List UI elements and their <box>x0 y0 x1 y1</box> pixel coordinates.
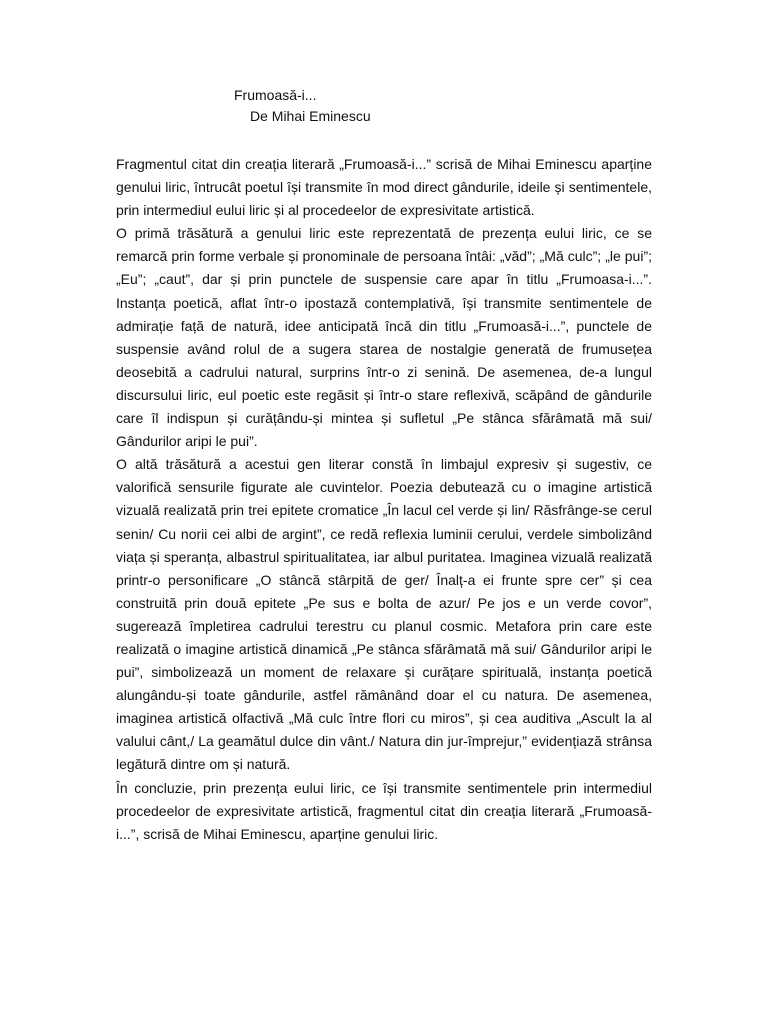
paragraph-conclusion: În concluzie, prin prezența eului liric, ce își transmite sentimentele prin intermediul procedeelor de expresivitate artistică, fragmentul citat din creația literară „Frumoasă-i...”, scrisă de Mihai Eminescu, aparține genului liric. <box>116 779 652 842</box>
document-author: De Mihai Eminescu <box>250 108 371 124</box>
paragraph-introduction: Fragmentul citat din creația literară „Frumoasă-i...” scrisă de Mihai Eminescu aparține genului liric, întrucât poetul își transmite în mod direct gândurile, ideile și sentimentele, prin intermediul eului liric și al procedeelor de expresivitate artistică. <box>116 156 652 219</box>
essay-body <box>116 153 652 846</box>
paragraph-first-trait: O primă trăsătură a genului liric este reprezentată de prezența eului liric, ce se remarcă prin forme verbale și pronominale de persoana întâi: „văd”; „Mă culc”; „le pui”; „Eu”; „caut”, dar și prin punctele de suspensie care apar în titlu „Frumoasa-i...”. Instanța poetică, aflat într-o ipostază contemplativă, își transmite sentimentele de admirație față de natură, idee anticipată încă din titlu „Frumoasă-i...”, punctele de suspensie având rolul de a sugera starea de nostalgie generată de frumusețea deosebită a cadrului natural, surprins într-o zi senină. De asemenea, de-a lungul discursului liric, eul poetic este regăsit și într-o stare reflexivă, scăpând de gândurile care îl indispun și curățându-și mintea și sufletul „Pe stânca sfărâmată mă sui/ Gândurilor aripi le pui”. <box>116 225 652 450</box>
document-title: Frumoasă-i... <box>234 87 317 103</box>
paragraph-second-trait: O altă trăsătură a acestui gen literar constă în limbajul expresiv și sugestiv, ce valorifică sensurile figurate ale cuvintelor. Poezia debutează cu o imagine artistică vizuală realizată prin trei epitete cromatice „În lacul cel verde și lin/ Răsfrânge-se cerul senin/ Cu norii cei albi de argint”, ce redă reflexia luminii cerului, verdele simbolizând viața și speranța, albastrul spiritualitatea, iar albul puritatea. Imaginea vizuală realizată printr-o personificare „O stâncă stârpită de ger/ Înalț-a ei frunte spre cer” și cea construită prin două epitete „Pe sus e bolta de azur/ Pe jos e un verde covor”, sugerează împletirea cadrului terestru cu planul cosmic. Metafora prin care este realizată o imagine artistică dinamică „Pe stânca sfărâmată mă sui/ Gândurilor aripi le pui”, simbolizează un moment de relaxare și curățare spirituală, instanța poetică alungându-și toate gândurile, astfel rămânând doar el cu natura. De asemenea, imaginea artistică olfactivă „Mă culc între flori cu miros”, și cea auditiva „Ascult la al valului cânt,/ La geamătul dulce din vânt./ Natura din jur-împrejur,” evidențiază strânsa legătură dintre om și natură. <box>116 456 652 773</box>
